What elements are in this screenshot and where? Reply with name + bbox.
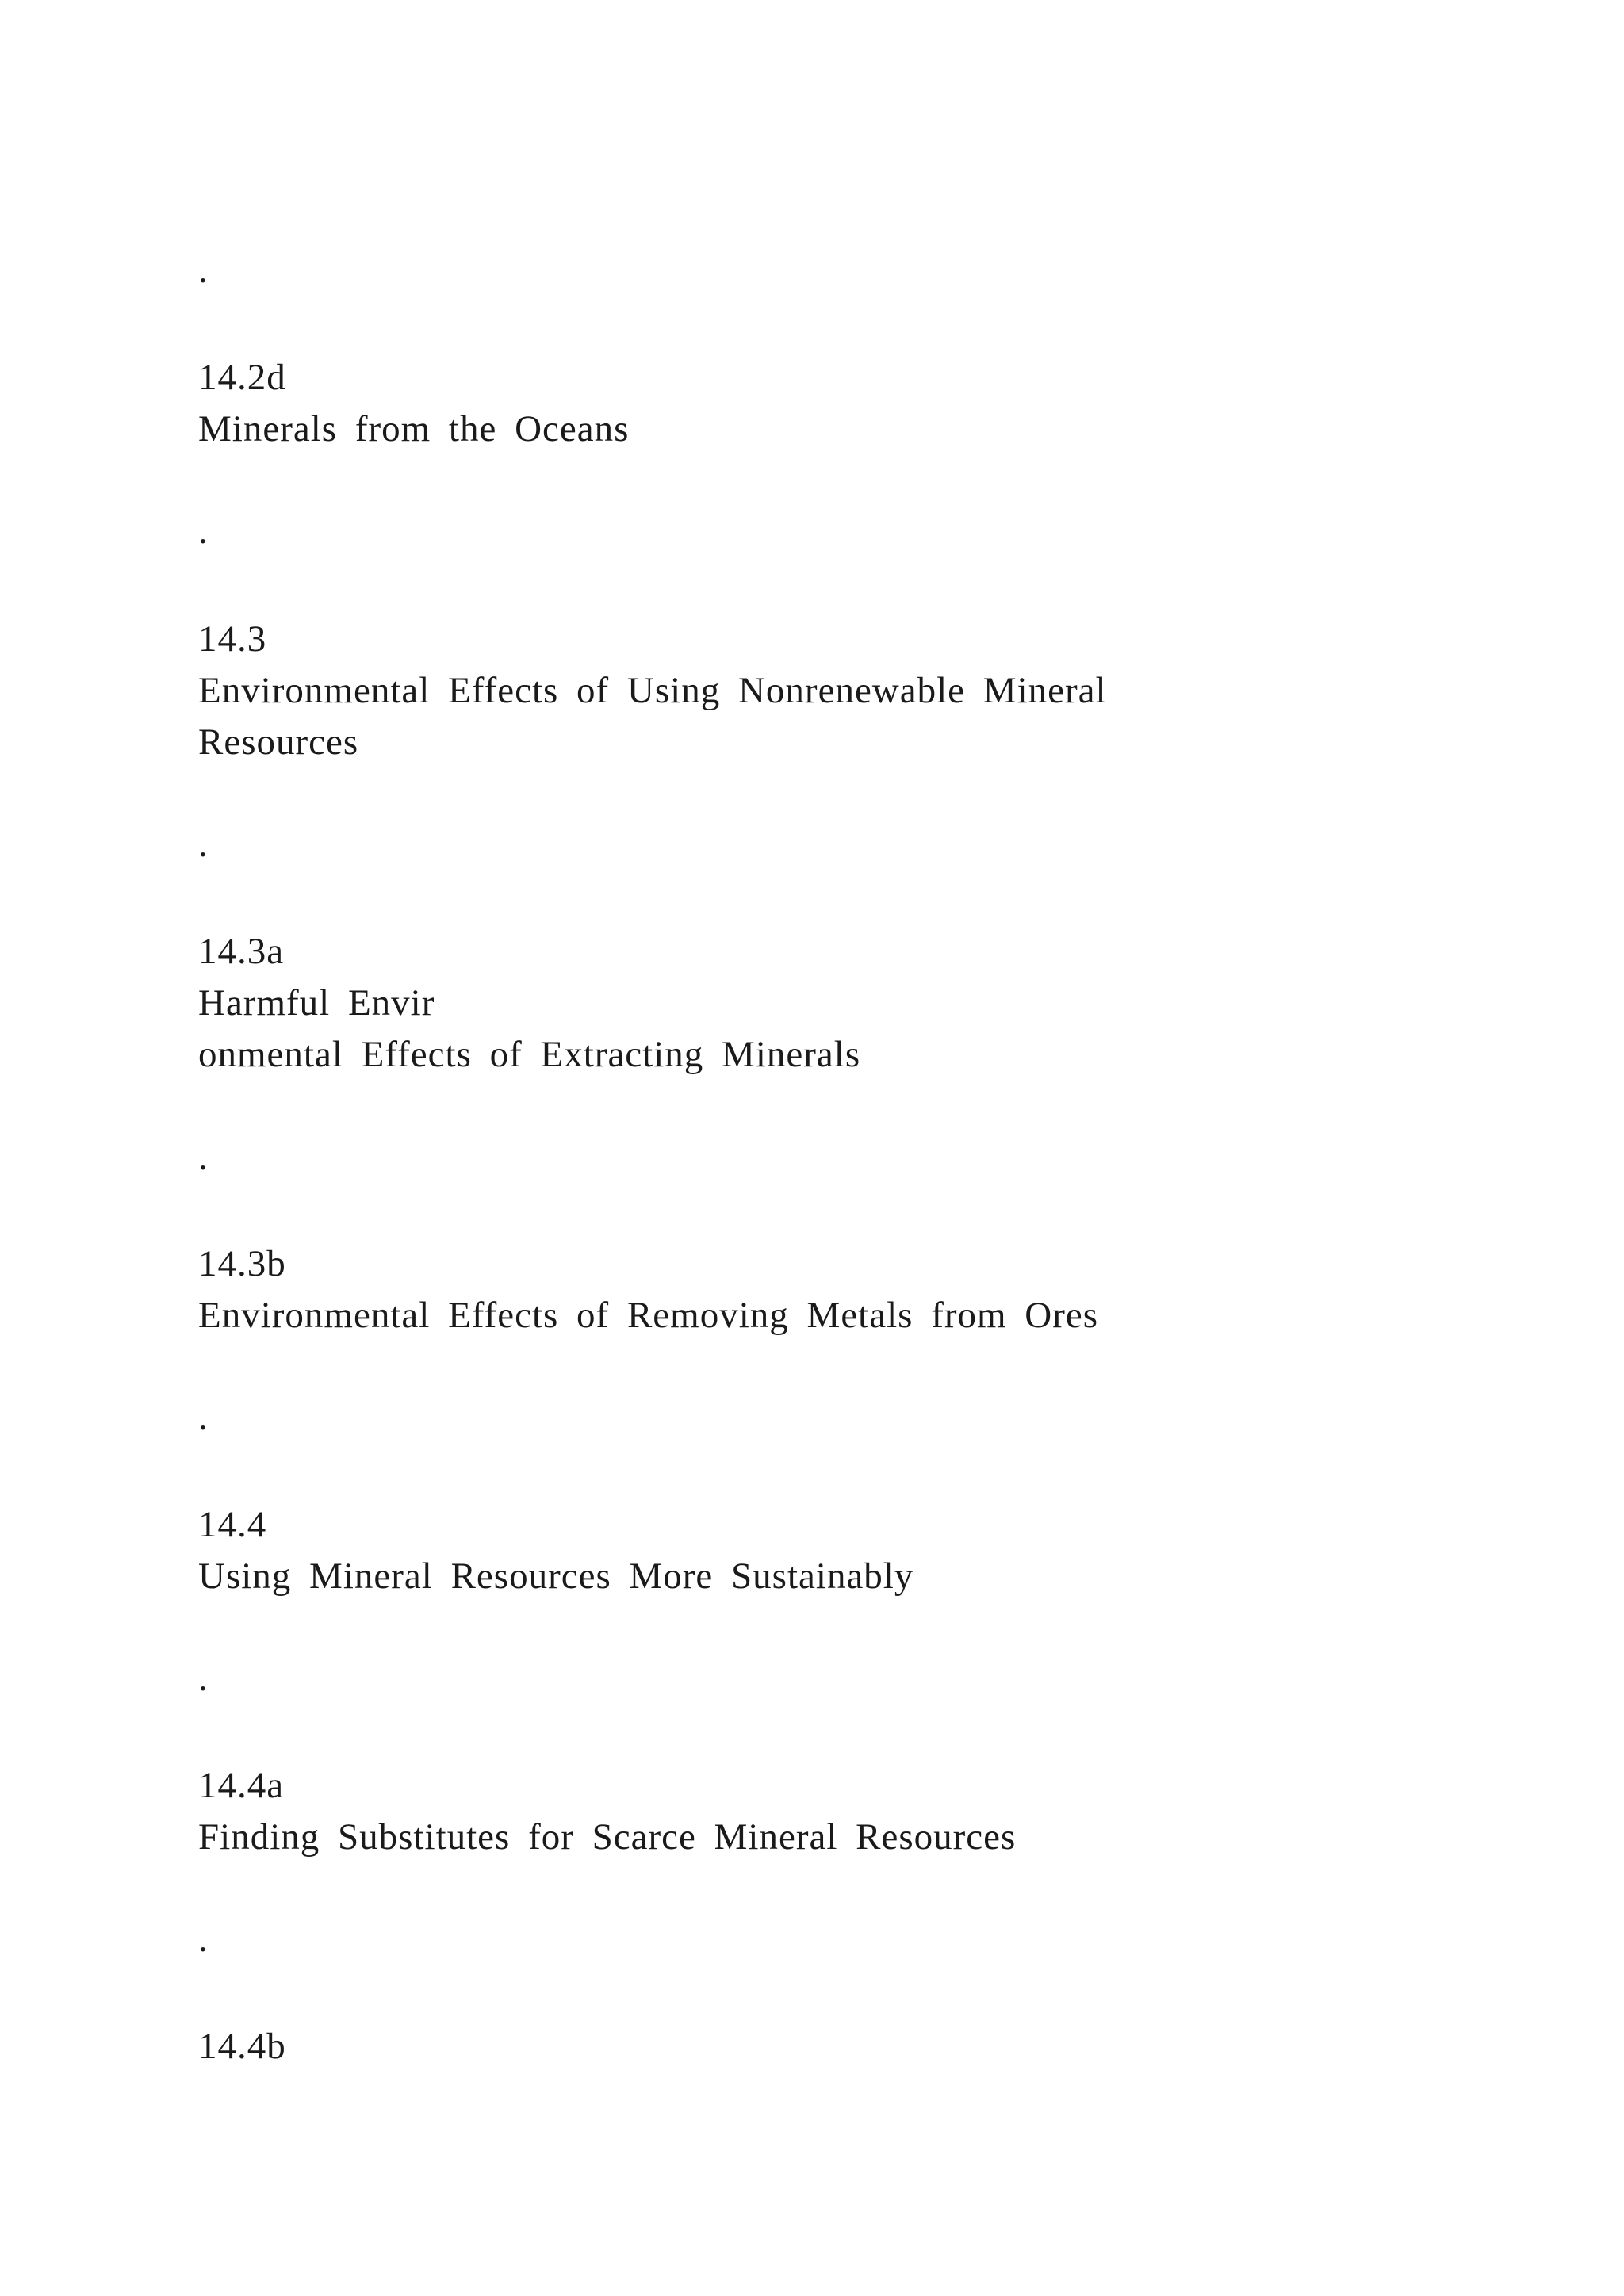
separator-dot: . bbox=[198, 1658, 208, 1699]
section-number: 14.3b bbox=[198, 1243, 286, 1284]
section-number: 14.3a bbox=[198, 931, 285, 972]
section-title: Using Mineral Resources More Sustainably bbox=[198, 1556, 914, 1597]
section-number: 14.3 bbox=[198, 618, 267, 660]
section-number: 14.4b bbox=[198, 2026, 286, 2067]
section-number: 14.4a bbox=[198, 1765, 285, 1806]
separator-dot: . bbox=[198, 511, 208, 552]
section-title-continued: Resources bbox=[198, 721, 359, 763]
section-title-continued: onmental Effects of Extracting Minerals bbox=[198, 1034, 861, 1075]
section-title: Finding Substitutes for Scarce Mineral Resources bbox=[198, 1816, 1017, 1858]
section-title: Environmental Effects of Removing Metals from Ores bbox=[198, 1295, 1099, 1336]
section-title: Environmental Effects of Using Nonrenewable Mineral bbox=[198, 670, 1107, 711]
section-number: 14.2d bbox=[198, 357, 286, 398]
section-number: 14.4 bbox=[198, 1504, 267, 1545]
section-title: Minerals from the Oceans bbox=[198, 408, 630, 450]
separator-dot: . bbox=[198, 1397, 208, 1438]
separator-dot: . bbox=[198, 1919, 208, 1960]
separator-dot: . bbox=[198, 824, 208, 865]
separator-dot: . bbox=[198, 1137, 208, 1178]
separator-dot: . bbox=[198, 250, 208, 291]
section-title: Harmful Envir bbox=[198, 982, 435, 1024]
